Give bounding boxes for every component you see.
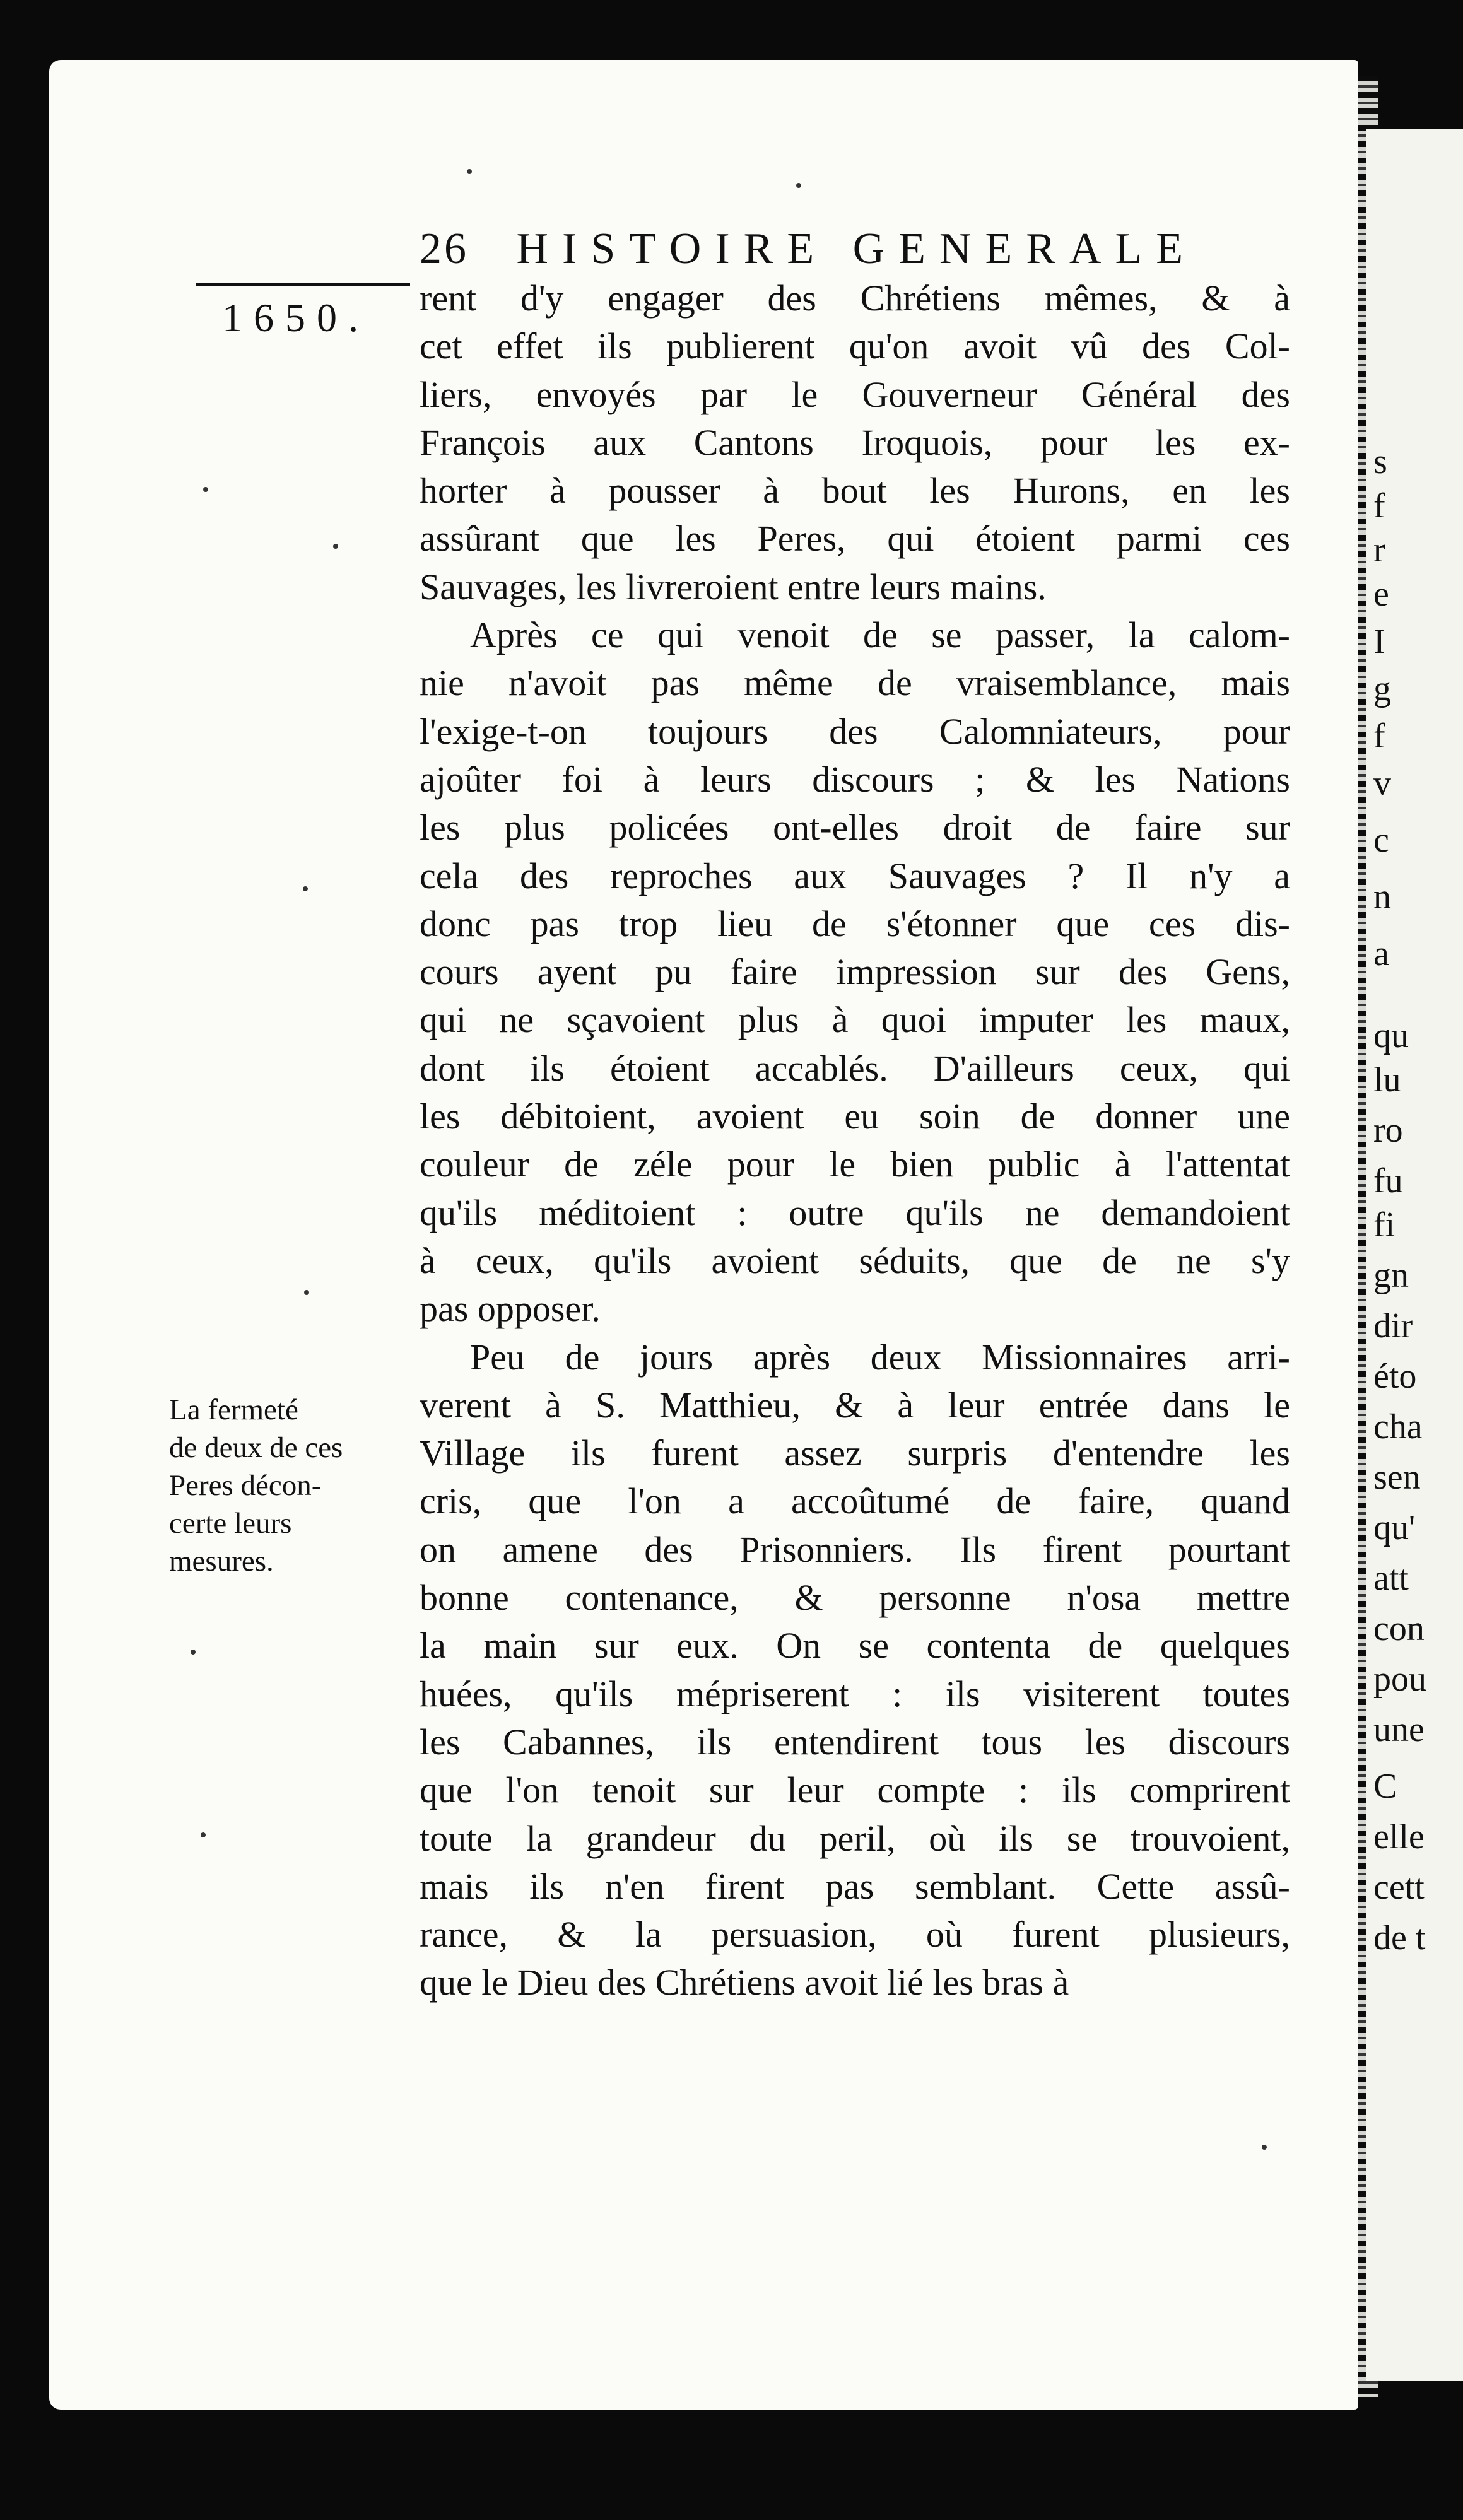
facing-page-fragment: qu' [1373,1508,1416,1547]
body-text [420,274,1290,2007]
text-line: bonne contenance, & personne n'osa mettre [420,1577,1290,1619]
margin-note-line: Peres décon- [169,1469,322,1502]
facing-page-fragment: f [1373,486,1385,525]
text-line: les Cabannes, ils entendirent tous les discours [420,1721,1290,1762]
text-line: liers, envoyés par le Gouverneur Général des [420,373,1290,415]
facing-page-fragment: cett [1373,1868,1425,1907]
text-line: les plus policées ont-elles droit de faire sur [420,807,1290,848]
ink-speck [1262,2145,1267,2150]
text-line: que le Dieu des Chrétiens avoit lié les bras à [420,1962,1069,2003]
facing-page-fragment: con [1373,1609,1425,1648]
text-line: l'exige-t-on toujours des Calomniateurs, pour [420,710,1290,752]
margin-note-line: certe leurs [169,1507,292,1540]
text-line: dont ils étoient accablés. D'ailleurs ceux, qui [420,1047,1290,1089]
facing-page-fragment: r [1373,530,1385,570]
text-line: on amene des Prisonniers. Ils firent pourtant [420,1528,1290,1570]
text-line: François aux Cantons Iroquois, pour les ex- [420,421,1290,463]
text-line: cours ayent pu faire impression sur des Gens, [420,951,1290,993]
page-number: 26 [420,225,469,273]
margin-note-line: La fermeté [169,1393,298,1426]
ink-speck [203,487,208,492]
facing-page-fragment: une [1373,1710,1425,1749]
facing-page-fragment: sen [1373,1458,1421,1497]
text-line: cris, que l'on a accoûtumé de faire, quand [420,1480,1290,1522]
margin-note-line: de deux de ces [169,1431,343,1464]
running-title: HISTOIRE GENERALE [516,225,1197,273]
facing-page-fragment: e [1373,575,1389,614]
facing-page-fragment: f [1373,717,1385,756]
text-line: Après ce qui venoit de se passer, la calom- [470,614,1290,656]
facing-page-fragment: s [1373,442,1387,481]
text-line: Peu de jours après deux Missionnaires arri- [470,1336,1290,1378]
facing-page-fragment: elle [1373,1817,1425,1856]
ink-speck [333,544,338,549]
facing-page-fragment: gn [1373,1256,1409,1295]
facing-page-fragment: a [1373,934,1389,973]
ink-speck [304,1290,309,1295]
facing-page-fragment: n [1373,877,1391,917]
facing-page-fragment: I [1373,622,1385,661]
text-line: horter à pousser à bout les Hurons, en les [420,470,1290,512]
ink-speck [303,886,308,891]
ink-speck [467,169,472,174]
text-line: ajoûter foi à leurs discours ; & les Nations [420,758,1290,800]
facing-page-fragment: dir [1373,1306,1413,1345]
text-line: qui ne sçavoient plus à quoi imputer les maux, [420,999,1290,1041]
facing-page-edge [1366,129,1463,2381]
facing-page-fragment: cha [1373,1407,1423,1446]
margin-rule [196,283,410,286]
facing-page-fragment: éto [1373,1357,1417,1396]
text-line: huées, qu'ils mépriserent : ils visiterent toutes [420,1673,1290,1714]
text-line: cet effet ils publierent qu'on avoit vû des Col- [420,325,1290,367]
facing-page-fragment: c [1373,821,1389,860]
ink-speck [191,1650,196,1655]
text-line: à ceux, qu'ils avoient séduits, que de ne s'y [420,1239,1290,1281]
text-line: cela des reproches aux Sauvages ? Il n'y a [420,855,1290,896]
facing-page-fragment: de t [1373,1918,1426,1957]
running-header [420,224,1197,274]
text-line: qu'ils méditoient : outre qu'ils ne demandoient [420,1192,1290,1233]
margin-note-line: mesures. [169,1545,274,1578]
facing-page-fragment: lu [1373,1060,1401,1099]
margin-year: 1650. [222,295,370,340]
facing-page-fragment: ro [1373,1111,1403,1150]
text-line: mais ils n'en firent pas semblant. Cette assû- [420,1865,1290,1907]
text-line: rance, & la persuasion, où furent plusieurs, [420,1914,1290,1955]
text-line: verent à S. Matthieu, & à leur entrée dans le [420,1384,1290,1426]
text-line: la main sur eux. On se contenta de quelques [420,1625,1290,1667]
text-line: pas opposer. [420,1288,601,1330]
facing-page-fragment: fu [1373,1161,1403,1200]
facing-page-fragment: pou [1373,1660,1426,1699]
ink-speck [201,1832,206,1837]
text-line: nie n'avoit pas même de vraisemblance, mais [420,662,1290,704]
text-line: couleur de zéle pour le bien public à l'attentat [420,1144,1290,1185]
text-line: les débitoient, avoient eu soin de donner une [420,1096,1290,1137]
facing-page-fragment: v [1373,764,1391,803]
text-line: rent d'y engager des Chrétiens mêmes, & à [420,278,1290,319]
text-line: que l'on tenoit sur leur compte : ils comprirent [420,1769,1290,1811]
facing-page-fragment: qu [1373,1016,1409,1055]
margin-note [169,1391,421,1580]
text-line: Village ils furent assez surpris d'entendre les [420,1433,1290,1474]
facing-page-fragment: C [1373,1767,1397,1806]
text-line: Sauvages, les livreroient entre leurs mains. [420,566,1047,607]
text-line: assûrant que les Peres, qui étoient parmi ces [420,518,1290,560]
facing-page-fragment: g [1373,669,1391,708]
text-line: donc pas trop lieu de s'étonner que ces dis- [420,903,1290,944]
ink-speck [796,183,801,188]
facing-page-fragment: att [1373,1559,1409,1598]
facing-page-fragment: fi [1373,1205,1395,1245]
text-line: toute la grandeur du peril, où ils se trouvoient, [420,1817,1290,1859]
